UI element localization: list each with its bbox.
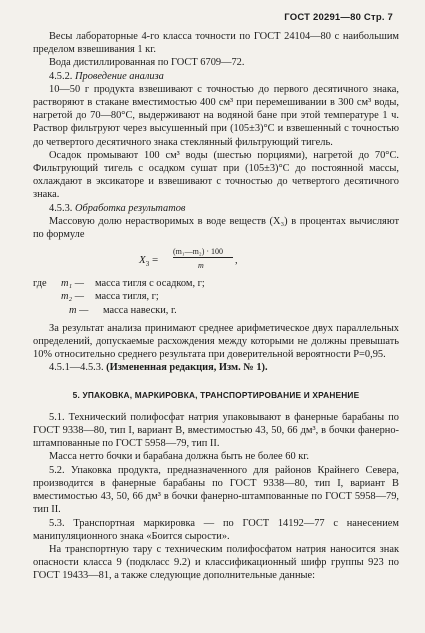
subsection-title: Проведение анализа: [75, 70, 164, 82]
subsection-4-5-2: [33, 70, 399, 83]
definition-row: m — масса навески, г.: [69, 304, 177, 316]
subsection-number: 4.5.3.: [49, 202, 73, 214]
paragraph-scales: Весы лабораторные 4-го класса точности по ГОСТ 24104—80 с наибольшим пределом взвешивания 1 кг.: [33, 31, 399, 56]
section-title: 5. УПАКОВКА, МАРКИРОВКА, ТРАНСПОРТИРОВАНИЕ И ХРАНЕНИЕ: [72, 389, 360, 400]
paragraph-result: За результат анализа принимают среднее арифметическое двух параллельных определений, допускаемые расхождения между которыми не должны превышать 10% относительно среднего результата при доверительной вероятности P=0,95.: [33, 322, 399, 361]
formula-numerator: (m₁—m₂) · 100: [173, 247, 224, 257]
fraction-bar: [173, 257, 233, 258]
subsection-number: 4.5.2.: [49, 70, 73, 82]
paragraph-formula-intro: Массовую долю нерастворимых в воде веществ (X₃) в процентах вычисляют по формуле: [33, 215, 399, 241]
paragraph-precipitate: Осадок промывают 100 см³ воды (шестью порциями), нагретой до 70°С. Фильтрующий тигель с осадком сушат при (105±3)°С до постоянной массы, охлаждают в эксикаторе и взвешивают с точностью до четвертого десятичного знака.: [33, 149, 399, 201]
subsection-4-5-3: [33, 202, 399, 215]
definition-row: где m₁ — масса тигля с осадком, г;: [33, 278, 205, 290]
paragraph-5-2: 5.2. Упаковка продукта, предназначенного для районов Крайнего Севера, производится в фанерные барабаны по ГОСТ 9338—80, тип I, вариант В вместимостью 43, 50, 66 дм³ в бочки фанерно-штампованные по ГОСТ 5958—79, тип II.: [33, 464, 399, 516]
page-header: ГОСТ 20291—80 Стр. 7: [284, 12, 393, 23]
definition-row: m₂ — масса тигля, г;: [61, 291, 159, 303]
paragraph-5-3: 5.3. Транспортная маркировка — по ГОСТ 14192—77 с нанесением манипуляционного знака «Боится сырости».: [33, 517, 399, 542]
formula-denominator: m: [198, 261, 204, 271]
paragraph-procedure: 10—50 г продукта взвешивают с точностью до первого десятичного знака, растворяют в стакане вместимостью 400 см³ при перемешивании в 300 см³ воды, нагретой до 70—80°С, выдерживают на водяной бане при этой температуре 1 ч. Раствор фильтруют через высушенный при (105±3)°С и взвешенный с точностью до четвертого десятичного знака стеклянный фильтрующий тигель.: [33, 83, 399, 148]
subsection-title: Обработка результатов: [75, 202, 186, 214]
formula: [33, 245, 399, 275]
formula-tail: ,: [235, 255, 238, 267]
formula-lhs: $X_3$ =: [139, 254, 159, 269]
paragraph-water: Вода дистиллированная по ГОСТ 6709—72.: [49, 57, 245, 69]
paragraph-amendment: 4.5.1—4.5.3. (Измененная редакция, Изм. № 1).: [49, 362, 268, 374]
document-body: [33, 30, 399, 583]
paragraph-net-mass: Масса нетто бочки и барабана должна быть не более 60 кг.: [49, 451, 309, 463]
paragraph-5-1: 5.1. Технический полифосфат натрия упаковывают в фанерные барабаны по ГОСТ 9338—80, тип I, вариант В, вместимостью 43, 50, 66 дм³, в бочки фанерно-штампованные по ГОСТ 5958—79, тип II.: [33, 411, 399, 450]
paragraph-transport: На транспортную тару с техническим полифосфатом натрия наносится знак опасности класса 9 (подкласс 9.2) и классификационный шифр группы 923 по ГОСТ 19433—81, а также следующие дополнительные данные:: [33, 543, 399, 582]
